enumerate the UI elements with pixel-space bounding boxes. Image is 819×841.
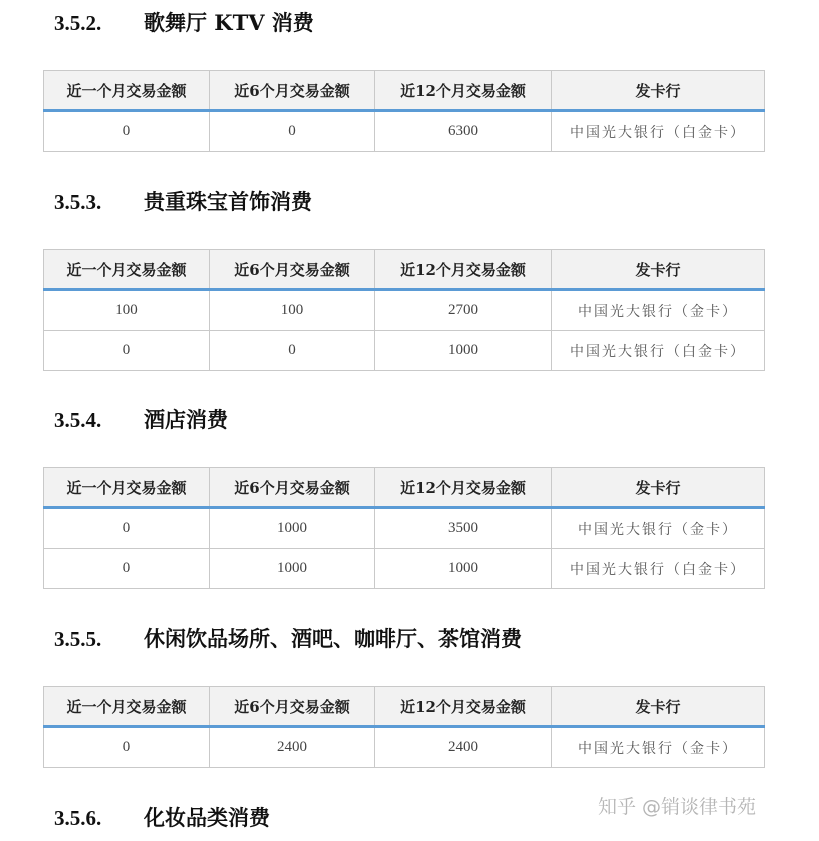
section-number: 3.5.4. (54, 408, 102, 432)
table-row (44, 727, 765, 768)
watermark: 知乎 @销谈律书苑 (598, 796, 757, 818)
header-1month: 近一个月交易金额 (44, 71, 210, 111)
section-number: 3.5.6. (54, 806, 102, 830)
cell-12month: 1000 (375, 331, 552, 371)
cell-1month: 0 (44, 549, 210, 589)
cell-issuer: 中国光大银行（白金卡） (552, 111, 765, 152)
consumption-table (43, 249, 765, 371)
section-number: 3.5.5. (54, 627, 102, 651)
cell-6month: 1000 (210, 508, 375, 549)
cell-issuer: 中国光大银行（白金卡） (552, 331, 765, 371)
cell-12month: 3500 (375, 508, 552, 549)
section-heading (54, 187, 312, 217)
header-6month: 近6个月交易金额 (210, 250, 375, 290)
cell-12month: 6300 (375, 111, 552, 152)
section-heading (54, 405, 228, 435)
cell-12month: 2700 (375, 290, 552, 331)
cell-12month: 2400 (375, 727, 552, 768)
table-row (44, 549, 765, 589)
section-heading (54, 8, 314, 38)
cell-6month: 0 (210, 331, 375, 371)
header-1month: 近一个月交易金额 (44, 250, 210, 290)
cell-issuer: 中国光大银行（金卡） (552, 727, 765, 768)
header-issuer: 发卡行 (552, 250, 765, 290)
header-issuer: 发卡行 (552, 71, 765, 111)
table-row (44, 111, 765, 152)
section-heading (54, 803, 270, 833)
cell-1month: 100 (44, 290, 210, 331)
section-heading (54, 624, 522, 654)
section-title: 休闲饮品场所、酒吧、咖啡厅、茶馆消费 (144, 626, 522, 651)
consumption-table (43, 467, 765, 589)
section-number: 3.5.2. (54, 11, 102, 35)
table-row (44, 290, 765, 331)
table-header-row (44, 687, 765, 727)
table-row (44, 508, 765, 549)
cell-1month: 0 (44, 508, 210, 549)
section-title: 化妆品类消费 (144, 805, 270, 830)
table-header-row (44, 468, 765, 508)
table-row (44, 331, 765, 371)
section-number: 3.5.3. (54, 190, 102, 214)
cell-1month: 0 (44, 111, 210, 152)
header-12month: 近12个月交易金额 (375, 71, 552, 111)
cell-6month: 2400 (210, 727, 375, 768)
cell-issuer: 中国光大银行（金卡） (552, 508, 765, 549)
cell-6month: 100 (210, 290, 375, 331)
section-title: 歌舞厅 KTV 消费 (144, 10, 314, 35)
header-6month: 近6个月交易金额 (210, 687, 375, 727)
section-title: 酒店消费 (144, 407, 228, 432)
section-title: 贵重珠宝首饰消费 (144, 189, 312, 214)
table-header-row (44, 250, 765, 290)
header-issuer: 发卡行 (552, 468, 765, 508)
cell-12month: 1000 (375, 549, 552, 589)
header-1month: 近一个月交易金额 (44, 468, 210, 508)
header-12month: 近12个月交易金额 (375, 250, 552, 290)
header-6month: 近6个月交易金额 (210, 71, 375, 111)
header-12month: 近12个月交易金额 (375, 468, 552, 508)
header-12month: 近12个月交易金额 (375, 687, 552, 727)
cell-6month: 1000 (210, 549, 375, 589)
cell-issuer: 中国光大银行（白金卡） (552, 549, 765, 589)
header-1month: 近一个月交易金额 (44, 687, 210, 727)
cell-1month: 0 (44, 331, 210, 371)
consumption-table (43, 686, 765, 768)
cell-issuer: 中国光大银行（金卡） (552, 290, 765, 331)
header-6month: 近6个月交易金额 (210, 468, 375, 508)
cell-1month: 0 (44, 727, 210, 768)
consumption-table (43, 70, 765, 152)
header-issuer: 发卡行 (552, 687, 765, 727)
table-header-row (44, 71, 765, 111)
cell-6month: 0 (210, 111, 375, 152)
